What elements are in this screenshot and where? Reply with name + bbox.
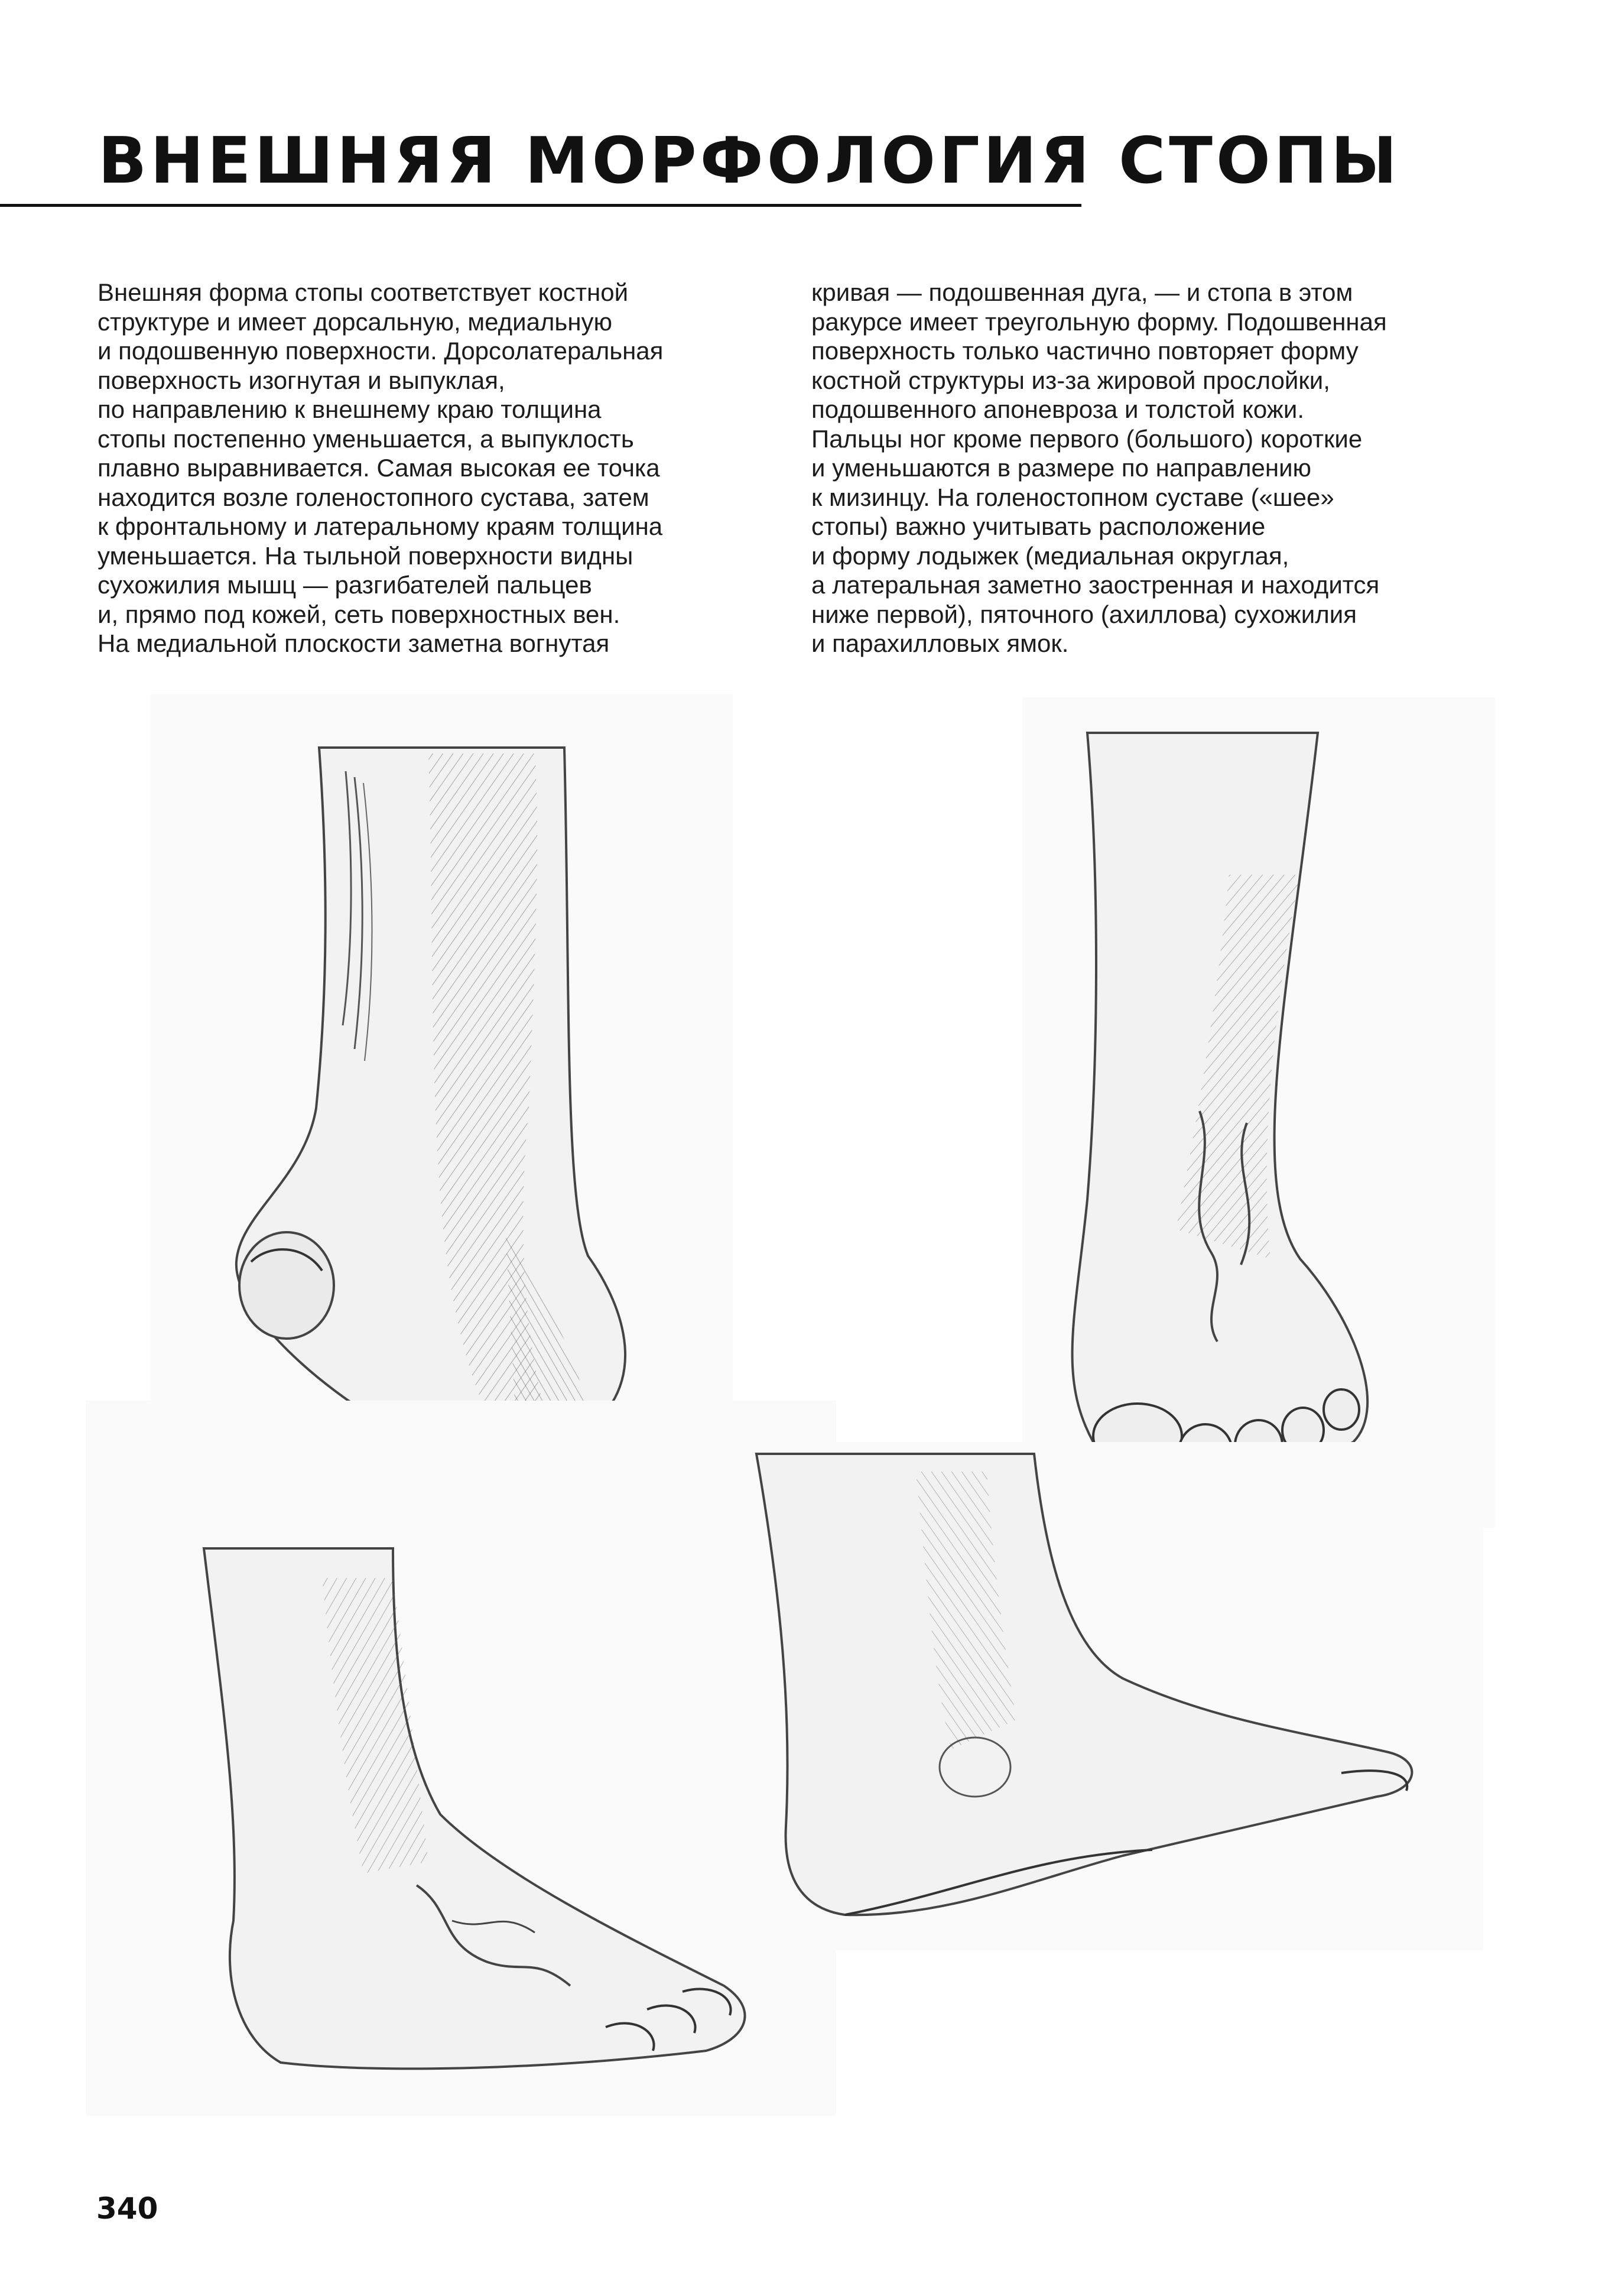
text-line: и уменьшаются в размере по направлению: [811, 454, 1312, 482]
text-line: кривая — подошвенная дуга, — и стопа в этом: [811, 278, 1353, 306]
text-line: Внешняя форма стопы соответствует костной: [98, 278, 629, 306]
foot-three-quarter-view-sketch: [86, 1401, 836, 2116]
page-title: ВНЕШНЯЯ МОРФОЛОГИЯ СТОПЫ: [98, 124, 1401, 198]
foot-front-view-sketch: [1022, 697, 1495, 1528]
text-line: к мизинцу. На голеностопном суставе («шее»: [811, 483, 1334, 511]
foot-three-quarter-view-drawing: [86, 1401, 836, 2116]
text-line: Пальцы ног кроме первого (большого) короткие: [811, 424, 1363, 453]
text-line: и, прямо под кожей, сеть поверхностных вен.: [98, 600, 620, 628]
page-number: 340: [96, 2191, 158, 2226]
text-line: На медиальной плоскости заметна вогнутая: [98, 629, 610, 657]
text-line: ракурсе имеет треугольную форму. Подошвенная: [811, 307, 1387, 336]
text-line: плавно выравнивается. Самая высокая ее точка: [98, 454, 660, 482]
text-column-left: [98, 278, 777, 658]
text-line: а латеральная заметно заостренная и находится: [811, 571, 1380, 599]
text-line: и форму лодыжек (медиальная округлая,: [811, 541, 1289, 570]
foot-rear-view-sketch: [151, 694, 733, 1498]
title-rule: [0, 204, 1081, 207]
text-column-right: [811, 278, 1491, 658]
text-line: уменьшается. На тыльной поверхности видны: [98, 541, 633, 570]
foot-rear-view-drawing: [151, 694, 733, 1498]
text-line: по направлению к внешнему краю толщина: [98, 395, 602, 423]
text-line: поверхность изогнутая и выпуклая,: [98, 366, 505, 394]
text-line: сухожилия мышц — разгибателей пальцев: [98, 571, 592, 599]
text-line: стопы постепенно уменьшается, а выпуклость: [98, 424, 634, 453]
foot-medial-side-view-sketch: [739, 1442, 1483, 1950]
text-line: стопы) важно учитывать расположение: [811, 512, 1266, 540]
text-line: костной структуры из-за жировой прослойки,: [811, 366, 1330, 394]
text-line: и парахилловых ямок.: [811, 629, 1069, 657]
text-line: структуре и имеет дорсальную, медиальную: [98, 307, 613, 336]
text-line: и подошвенную поверхности. Дорсолатеральная: [98, 337, 664, 365]
text-line: подошвенного апоневроза и толстой кожи.: [811, 395, 1305, 423]
text-line: к фронтальному и латеральному краям толщина: [98, 512, 663, 540]
foot-front-view-drawing: [1022, 697, 1495, 1528]
foot-medial-side-view-drawing: [739, 1442, 1483, 1950]
text-line: находится возле голеностопного сустава, затем: [98, 483, 649, 511]
text-line: поверхность только частично повторяет форму: [811, 337, 1359, 365]
text-line: ниже первой), пяточного (ахиллова) сухожилия: [811, 600, 1357, 628]
